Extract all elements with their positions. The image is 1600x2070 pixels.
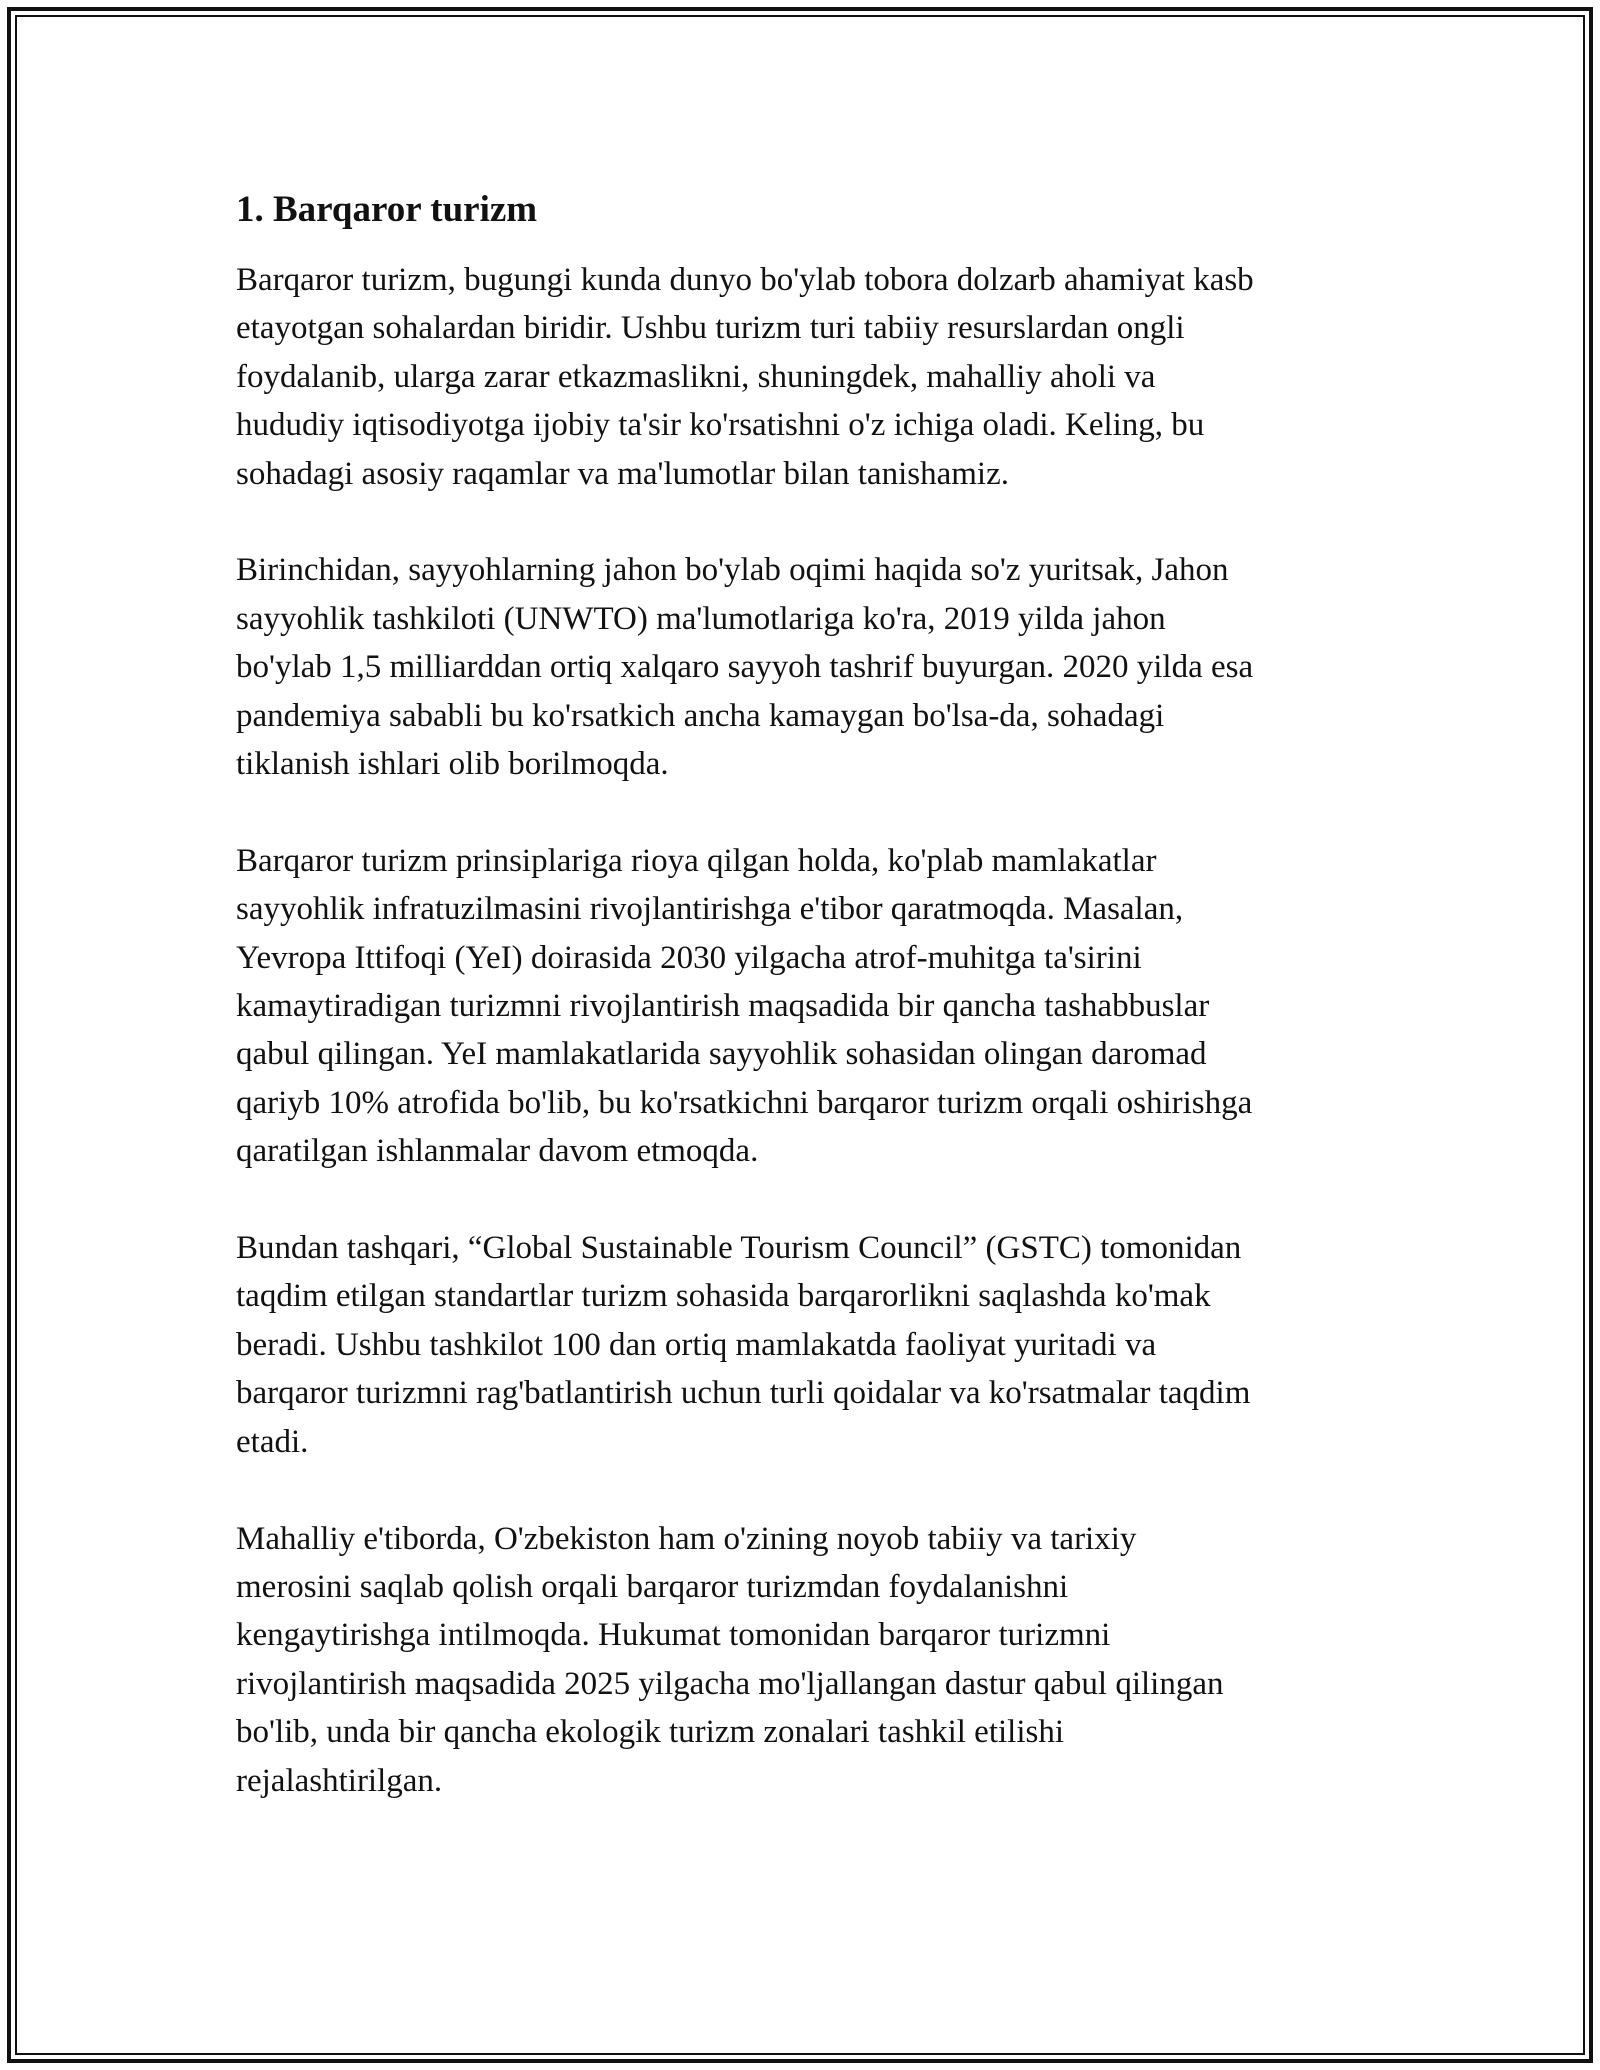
text-line: Barqaror turizm prinsiplariga rioya qilgan holda, ko'plab mamlakatlar: [236, 842, 1157, 879]
text-line: tiklanish ishlari olib borilmoqda.: [236, 746, 669, 783]
text-line: hududiy iqtisodiyotga ijobiy ta'sir ko'rsatishni o'z ichiga oladi. Keling, bu: [236, 407, 1205, 444]
text-line: merosini saqlab qolish orqali barqaror turizmdan foydalanishni: [236, 1568, 1069, 1605]
text-line: Bundan tashqari, “Global Sustainable Tourism Council” (GSTC) tomonidan: [236, 1230, 1242, 1267]
paragraph-unwto: [236, 546, 1376, 788]
text-line: beradi. Ushbu tashkilot 100 dan ortiq mamlakatda faoliyat yuritadi va: [236, 1326, 1157, 1363]
text-line: sayyohlik infratuzilmasini rivojlantirishga e'tibor qaratmoqda. Masalan,: [236, 891, 1184, 928]
text-line: foydalanib, ularga zarar etkazmaslikni, shuningdek, mahalliy aholi va: [236, 358, 1156, 395]
text-line: Birinchidan, sayyohlarning jahon bo'ylab oqimi haqida so'z yuritsak, Jahon: [236, 552, 1229, 589]
text-line: etayotgan sohalardan biridir. Ushbu turizm turi tabiiy resurslardan ongli: [236, 310, 1185, 347]
text-line: taqdim etilgan standartlar turizm sohasida barqarorlikni saqlashda ko'mak: [236, 1278, 1211, 1315]
text-line: bo'lib, unda bir qancha ekologik turizm zonalari tashkil etilishi: [236, 1714, 1064, 1751]
text-line: qaratilgan ishlanmalar davom etmoqda.: [236, 1133, 759, 1170]
document-body: [236, 186, 1376, 1853]
text-line: barqaror turizmni rag'batlantirish uchun turli qoidalar va ko'rsatmalar taqdim: [236, 1375, 1251, 1412]
paragraph-gstc: [236, 1224, 1376, 1466]
section-title: 1. Barqaror turizm: [236, 189, 538, 230]
text-line: bo'ylab 1,5 milliarddan ortiq xalqaro sayyoh tashrif buyurgan. 2020 yilda esa: [236, 649, 1254, 686]
text-line: sohadagi asosiy raqamlar va ma'lumotlar bilan tanishamiz.: [236, 455, 1009, 492]
paragraph-eu: [236, 837, 1376, 1176]
text-line: qariyb 10% atrofida bo'lib, bu ko'rsatkichni barqaror turizm orqali oshirishga: [236, 1084, 1253, 1121]
text-line: sayyohlik tashkiloti (UNWTO) ma'lumotlariga ko'ra, 2019 yilda jahon: [236, 600, 1166, 637]
text-line: rejalashtirilgan.: [236, 1762, 443, 1799]
text-line: Mahalliy e'tiborda, O'zbekiston ham o'zining noyob tabiiy va tarixiy: [236, 1520, 1137, 1557]
paragraph-intro: [236, 256, 1376, 498]
text-line: kamaytiradigan turizmni rivojlantirish maqsadida bir qancha tashabbuslar: [236, 988, 1210, 1025]
text-line: rivojlantirish maqsadida 2025 yilgacha mo'ljallangan dastur qabul qilingan: [236, 1665, 1224, 1702]
text-line: etadi.: [236, 1423, 309, 1460]
text-line: pandemiya sababli bu ko'rsatkich ancha kamaygan bo'lsa-da, sohadagi: [236, 697, 1165, 734]
text-line: kengaytirishga intilmoqda. Hukumat tomonidan barqaror turizmni: [236, 1617, 1111, 1654]
paragraph-uzbekistan: [236, 1515, 1376, 1805]
text-line: Barqaror turizm, bugungi kunda dunyo bo'ylab tobora dolzarb ahamiyat kasb: [236, 262, 1254, 298]
text-line: Yevropa Ittifoqi (YeI) doirasida 2030 yilgacha atrof-muhitga ta'sirini: [236, 939, 1142, 976]
text-line: qabul qilingan. YeI mamlakatlarida sayyohlik sohasidan olingan daromad: [236, 1036, 1207, 1073]
